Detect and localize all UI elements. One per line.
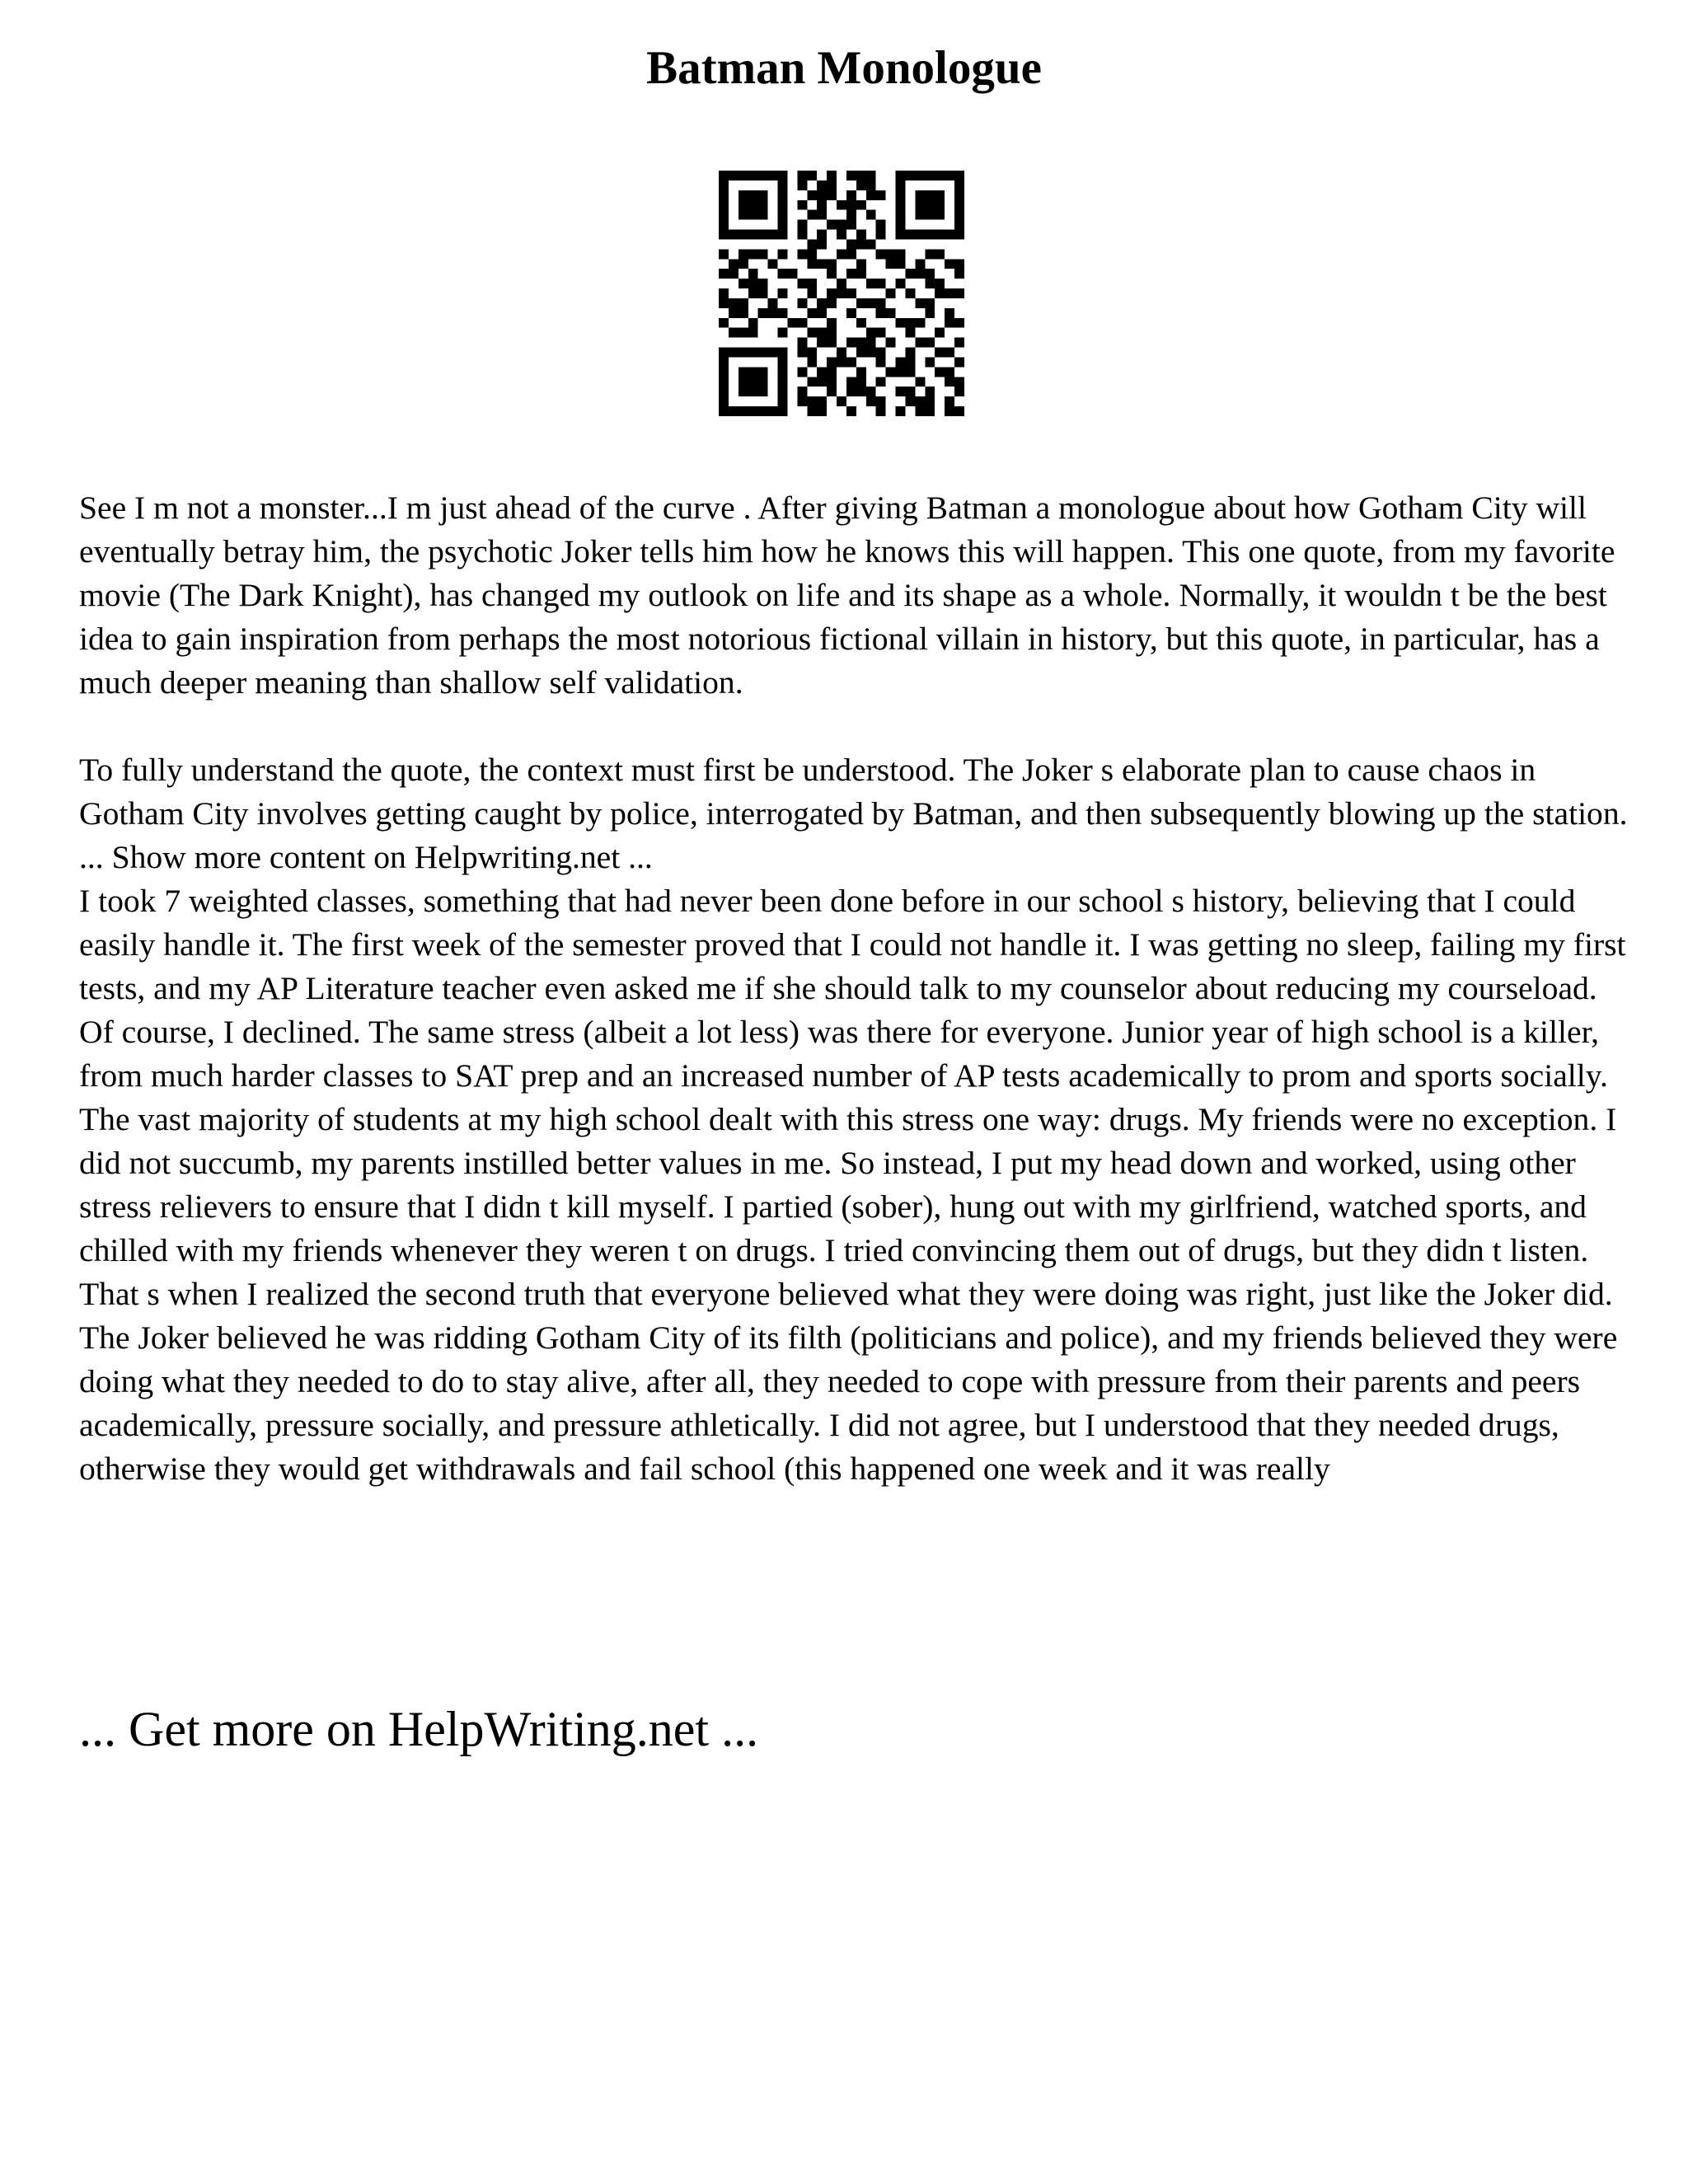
paragraph-spacer <box>79 705 1629 748</box>
qr-code-icon[interactable] <box>719 171 964 416</box>
get-more-link[interactable]: ... Get more on HelpWriting.net ... <box>79 1702 759 1756</box>
paragraph-context: To fully understand the quote, the context must first be understood. The Joker s elaborate plan to cause chaos in Gotham City involves getting caught by police, interrogated by Batman, and then subsequently blowing up the station. ... Show more content on Helpwriting.net ... <box>79 752 1628 875</box>
document-body <box>79 486 1629 1491</box>
document-title: Batman Monologue <box>646 42 1042 94</box>
paragraph-story: I took 7 weighted classes, something that had never been done before in our school s history, believing that I could easily handle it. The first week of the semester proved that I could not handle it. I was getting no sleep, failing my first tests, and my AP Literature teacher even asked me if she should talk to my counselor about reducing my courseload. Of course, I declined. The same stress (albeit a lot less) was there for everyone. Junior year of high school is a killer, from much harder classes to SAT prep and an increased number of AP tests academically to prom and sports socially. The vast majority of students at my high school dealt with this stress one way: drugs. My friends were no exception. I did not succumb, my parents instilled better values in me. So instead, I put my head down and worked, using other stress relievers to ensure that I didn t kill myself. I partied (sober), hung out with my girlfriend, watched sports, and chilled with my friends whenever they weren t on drugs. I tried convincing them out of drugs, but they didn t listen. That s when I realized the second truth that everyone believed what they were doing was right, just like the Joker did. The Joker believed he was ridding Gotham City of its filth (politicians and police), and my friends believed they were doing what they needed to do to stay alive, after all, they needed to cope with pressure from their parents and peers academically, pressure socially, and pressure athletically. I did not agree, but I understood that they needed drugs, otherwise they would get withdrawals and fail school (this happened one week and it was really <box>79 883 1626 1487</box>
paragraph-intro: See I m not a monster...I m just ahead of the curve . After giving Batman a monologue about how Gotham City will eventually betray him, the psychotic Joker tells him how he knows this will happen. This one quote, from my favorite movie (The Dark Knight), has changed my outlook on life and its shape as a whole. Normally, it wouldn t be the best idea to gain inspiration from perhaps the most notorious fictional villain in history, but this quote, in particular, has a much deeper meaning than shallow self validation. <box>79 490 1615 701</box>
